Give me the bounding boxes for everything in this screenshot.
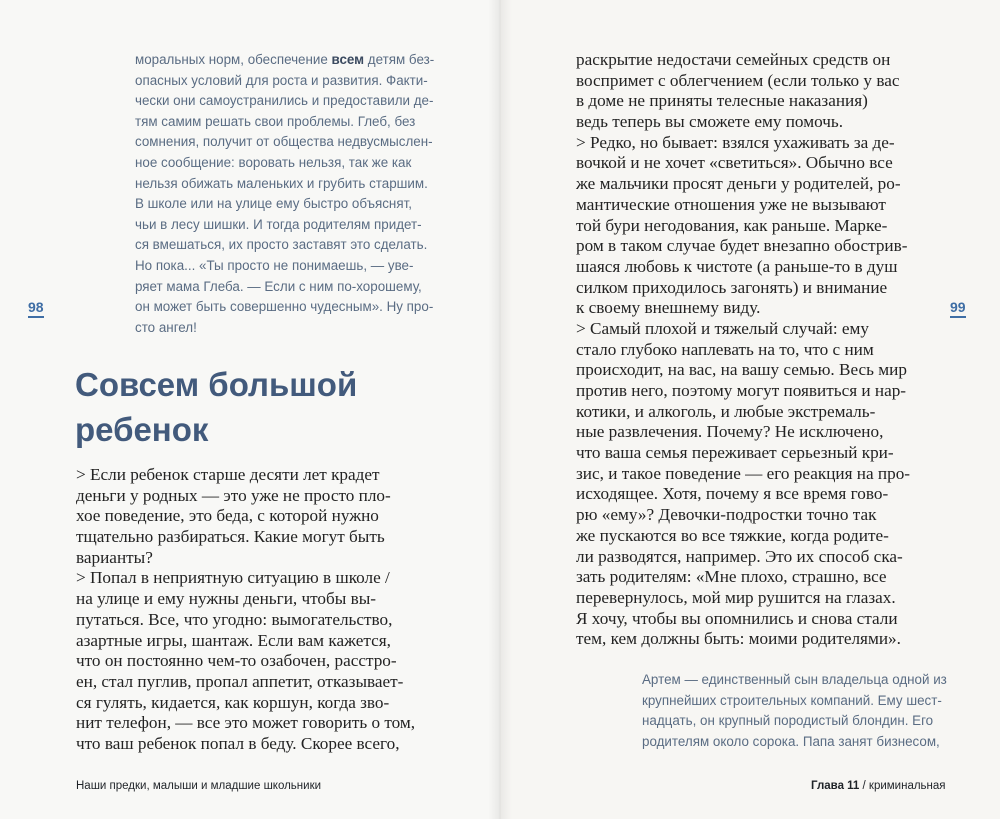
left-running-footer: Наши предки, малыши и младшие школьники bbox=[76, 780, 322, 792]
body-line: ром в таком случае будет внезапно обострив- bbox=[576, 236, 908, 256]
body-line: ведь теперь вы сможете ему помочь. bbox=[576, 112, 844, 132]
body-line: > Попал в неприятную ситуацию в школе / bbox=[76, 568, 390, 588]
sidebar-text-run: Но пока... «Ты просто не понимаешь, — уве- bbox=[135, 257, 414, 273]
sidebar-text-run: детям без- bbox=[364, 52, 435, 67]
sidebar-text-run: сто ангел! bbox=[135, 319, 197, 335]
sidebar-line: надцать, он крупный породистый блондин. Его bbox=[642, 713, 934, 729]
right-sidebar-text bbox=[642, 670, 947, 752]
body-line: нит телефон, — все это может говорить о том, bbox=[76, 713, 416, 733]
body-line: что ваша семья переживает серьезный кри- bbox=[576, 443, 894, 463]
body-line: рю «ему»? Девочки-подростки точно так bbox=[576, 505, 877, 525]
sidebar-text-run: ное сообщение: воровать нельзя, так же как bbox=[135, 154, 412, 170]
right-body-text bbox=[576, 50, 910, 650]
body-line: шаяся любовь к чистоте (а раньше-то в душ bbox=[576, 256, 898, 276]
body-line: тщательно разбираться. Какие могут быть bbox=[76, 527, 385, 547]
sidebar-text-run: ся вмешаться, их просто заставят это сделать. bbox=[135, 237, 428, 253]
body-line: перевернулось, мой мир рушится на глазах. bbox=[576, 587, 896, 607]
sidebar-text-run: чьи в лесу шишки. И тогда родителям придет- bbox=[135, 216, 422, 232]
left-sidebar-text bbox=[135, 50, 434, 338]
body-line: той бури негодования, как раньше. Марке- bbox=[576, 215, 888, 235]
sidebar-line: крупнейших строительных компаний. Ему шест- bbox=[642, 692, 942, 708]
sidebar-line: Артем — единственный сын владельца одной из bbox=[642, 672, 947, 687]
body-line: ся гулять, кидается, как коршун, когда зво- bbox=[76, 692, 390, 712]
emphasis-word: всем bbox=[331, 52, 365, 67]
book-gutter bbox=[488, 0, 512, 819]
body-line: вочкой и не хочет «светиться». Обычно все bbox=[576, 153, 893, 173]
body-line: варианты? bbox=[76, 547, 153, 567]
footer-chapter-title: криминальная bbox=[868, 780, 946, 792]
sidebar-text-run: он может быть совершенно чудесным». Ну про- bbox=[135, 299, 434, 315]
body-line: мантические отношения уже не вызывают bbox=[576, 194, 886, 214]
footer-chapter: Глава 11 bbox=[811, 780, 860, 792]
sidebar-line bbox=[135, 194, 434, 215]
body-line: исходящее. Хотя, почему я все время гово- bbox=[576, 484, 889, 504]
sidebar-line bbox=[135, 174, 434, 195]
right-running-footer bbox=[811, 780, 946, 792]
body-line: что он постоянно чем-то озабочен, расстро- bbox=[76, 651, 397, 671]
body-line: ные развлечения. Почему? Не исключено, bbox=[576, 422, 884, 442]
body-line: хое поведение, это беда, с которой нужно bbox=[76, 506, 379, 526]
body-line: > Самый плохой и тяжелый случай: ему bbox=[576, 318, 869, 338]
left-body-text bbox=[76, 465, 415, 755]
body-line: котики, и алкоголь, и любые экстремаль- bbox=[576, 401, 876, 421]
sidebar-text-run: нельзя обижать маленьких и грубить старшим. bbox=[135, 175, 428, 191]
section-heading bbox=[75, 362, 357, 452]
body-line: же мальчики просят деньги у родителей, ро- bbox=[576, 174, 901, 194]
body-line: ли разводятся, например. Это их способ ска- bbox=[576, 546, 903, 566]
sidebar-line bbox=[135, 235, 434, 256]
body-line: азартные игры, шантаж. Если вам кажется, bbox=[76, 630, 391, 650]
body-line: деньги у родных — это уже не просто пло- bbox=[76, 485, 391, 505]
sidebar-line: родителям около сорока. Папа занят бизнесом, bbox=[642, 733, 940, 749]
body-line: стало глубоко наплевать на то, что с ним bbox=[576, 339, 874, 359]
body-line: > Если ребенок старше десяти лет крадет bbox=[76, 465, 380, 484]
body-line: силком приходилось загонять) и внимание bbox=[576, 277, 888, 297]
sidebar-line bbox=[135, 71, 434, 92]
body-line: против него, поэтому могут появиться и нар- bbox=[576, 381, 907, 400]
body-line: воспримет с облегчением (если только у вас bbox=[576, 70, 900, 90]
left-page-number: 98 bbox=[28, 299, 44, 318]
sidebar-text-run: сомнения, получит от общества недвусмыслен- bbox=[135, 134, 433, 150]
body-line: что ваш ребенок попал в беду. Скорее всего, bbox=[76, 733, 400, 753]
sidebar-line bbox=[135, 112, 434, 133]
body-line: > Редко, но бывает: взялся ухаживать за де- bbox=[576, 132, 895, 152]
footer-separator: / bbox=[859, 780, 869, 792]
sidebar-line bbox=[135, 256, 434, 277]
body-line: зать родителям: «Мне плохо, страшно, все bbox=[576, 567, 887, 587]
body-line: тем, кем должны быть: моими родителями». bbox=[576, 629, 901, 649]
sidebar-line bbox=[135, 132, 434, 153]
body-line: к своему внешнему виду. bbox=[576, 298, 761, 318]
sidebar-text-run: опасных условий для роста и развития. Факти- bbox=[135, 72, 428, 88]
sidebar-line bbox=[135, 50, 434, 71]
sidebar-text-run: моральных норм, обеспечение bbox=[135, 52, 332, 67]
sidebar-text-run: ряет мама Глеба. — Если с ним по-хорошему, bbox=[135, 278, 422, 294]
sidebar-text-run: В школе или на улице ему быстро объяснят, bbox=[135, 196, 412, 212]
sidebar-line bbox=[135, 277, 434, 298]
body-line: зис, и такое поведение — его реакция на про- bbox=[576, 463, 911, 483]
sidebar-line bbox=[135, 318, 434, 339]
body-line: Я хочу, чтобы вы опомнились и снова стали bbox=[576, 608, 898, 628]
right-page-number: 99 bbox=[950, 299, 966, 318]
body-line: раскрытие недостачи семейных средств он bbox=[576, 50, 891, 69]
body-line: в доме не приняты телесные наказания) bbox=[576, 91, 868, 111]
sidebar-text-run: тям самим решать свои проблемы. Глеб, без bbox=[135, 113, 416, 129]
sidebar-line bbox=[135, 215, 434, 236]
sidebar-line bbox=[135, 91, 434, 112]
heading-line: ребенок bbox=[75, 411, 209, 448]
sidebar-line bbox=[135, 297, 434, 318]
body-line: происходит, на вас, на вашу семью. Весь мир bbox=[576, 360, 907, 380]
heading-line: Совсем большой bbox=[75, 366, 358, 403]
right-page bbox=[500, 0, 1000, 819]
sidebar-line bbox=[135, 153, 434, 174]
body-line: путаться. Все, что угодно: вымогательство, bbox=[76, 609, 393, 629]
sidebar-text-run: чески они самоустранились и предоставили де- bbox=[135, 93, 434, 109]
body-line: же пускаются во все тяжкие, когда родите- bbox=[576, 525, 889, 545]
body-line: ен, стал пуглив, пропал аппетит, отказывает- bbox=[76, 671, 404, 691]
body-line: на улице и ему нужны деньги, чтобы вы- bbox=[76, 589, 376, 609]
